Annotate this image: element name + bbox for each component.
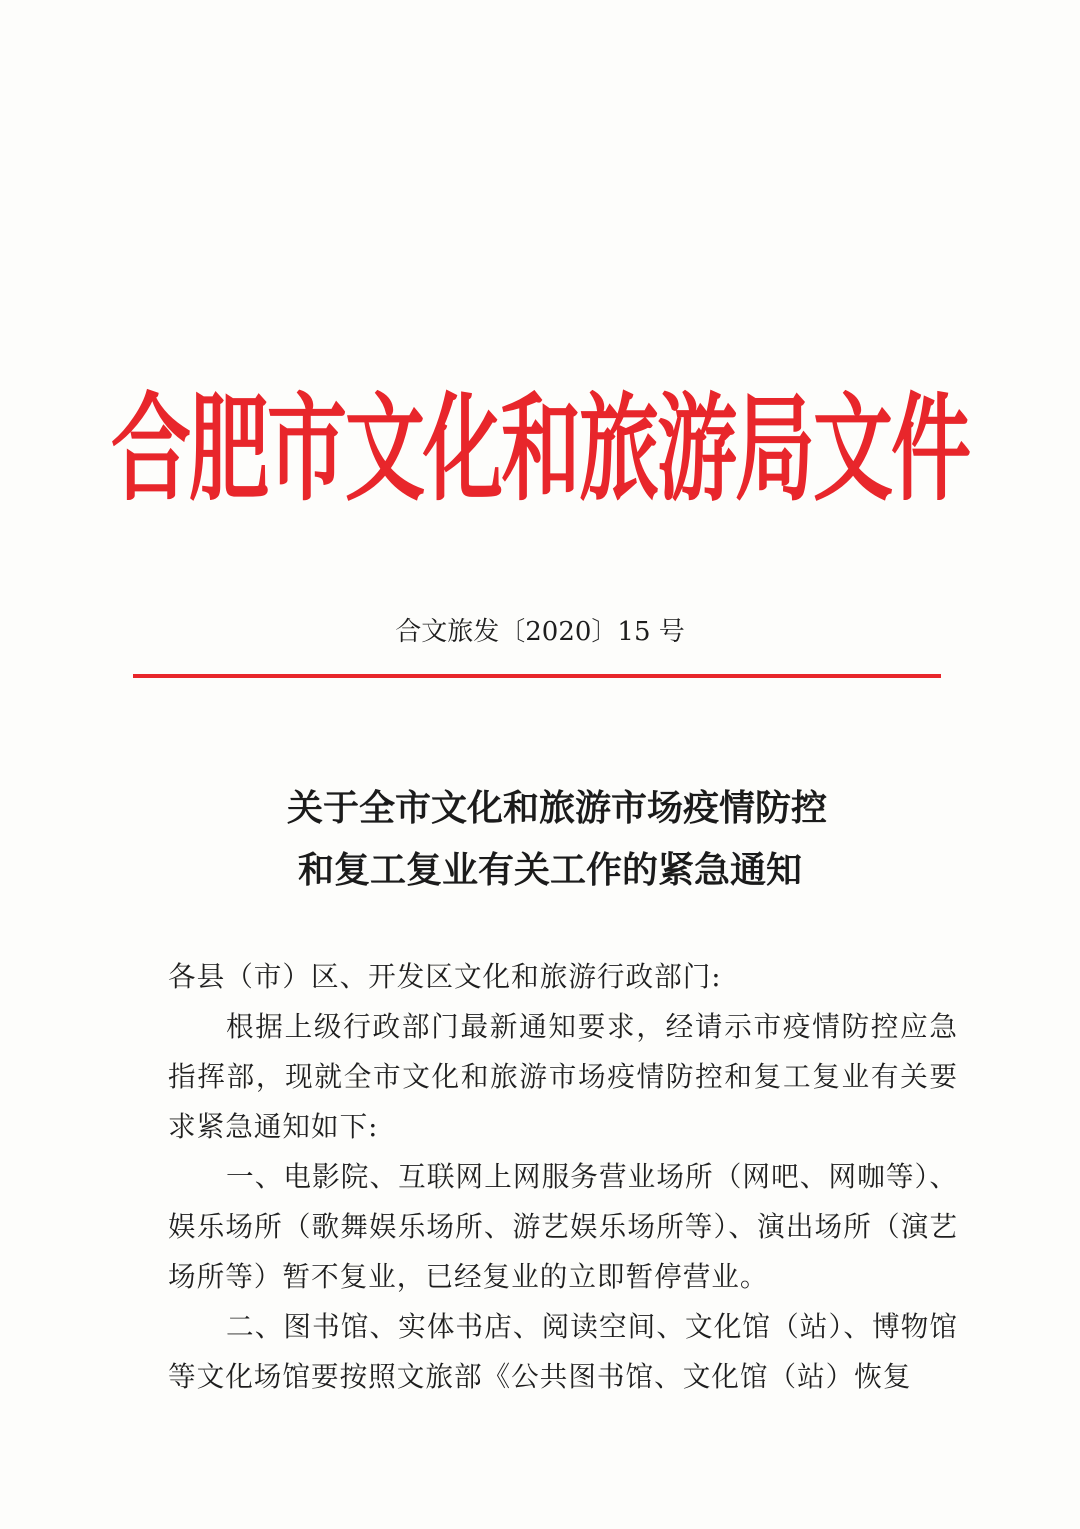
document-masthead: 合肥市文化和旅游局文件 xyxy=(111,381,969,517)
salutation: 各县（市）区、开发区文化和旅游行政部门: xyxy=(168,960,722,993)
item-2-paragraph: 二、图书馆、实体书店、阅读空间、文化馆（站）、博物馆等文化场馆要按照文旅部《公共图书馆、文化馆（站）恢复 xyxy=(168,1310,958,1393)
notice-title xyxy=(0,778,1080,902)
notice-title-line-1: 关于全市文化和旅游市场疫情防控 xyxy=(286,788,827,829)
notice-body xyxy=(168,952,958,1402)
document-number: 合文旅发〔2020〕15 号 xyxy=(395,617,685,647)
notice-title-line-2: 和复工复业有关工作的紧急通知 xyxy=(297,850,802,891)
red-divider-line xyxy=(133,674,941,678)
item-1-paragraph: 一、电影院、互联网上网服务营业场所（网吧、网咖等）、娱乐场所（歌舞娱乐场所、游艺娱乐场所等）、演出场所（演艺场所等）暂不复业，已经复业的立即暂停营业。 xyxy=(168,1160,958,1293)
intro-paragraph: 根据上级行政部门最新通知要求，经请示市疫情防控应急指挥部，现就全市文化和旅游市场疫情防控和复工复业有关要求紧急通知如下: xyxy=(168,1010,958,1143)
